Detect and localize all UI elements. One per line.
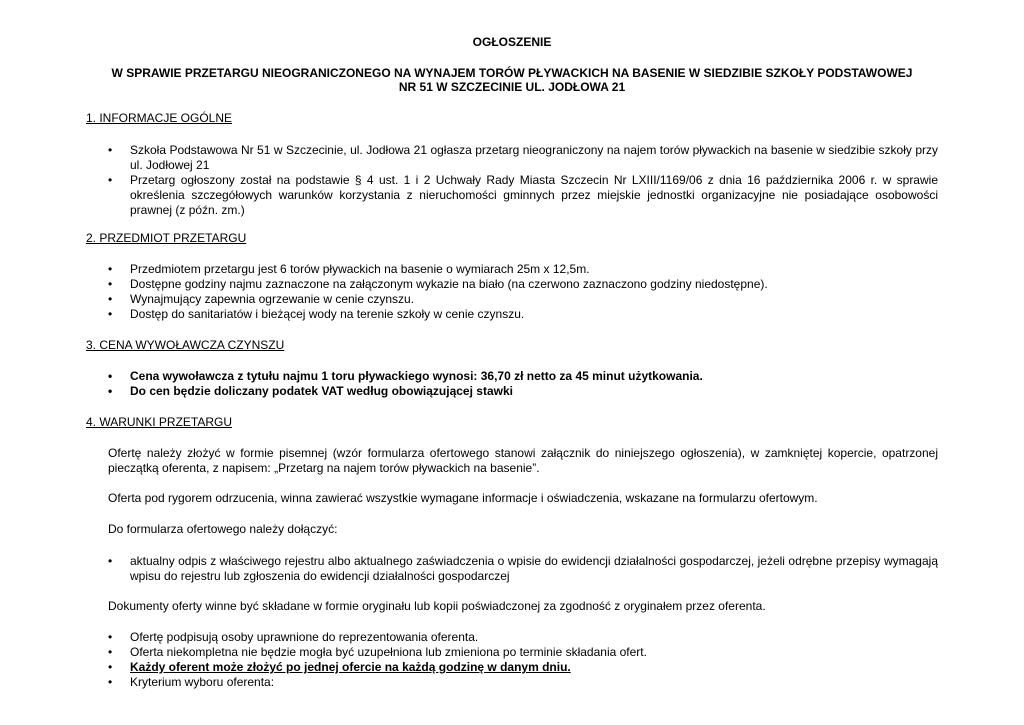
section-3-list [108,369,938,399]
document-subtitle-line-2: NR 51 W SZCZECINIE UL. JODŁOWA 21 [398,80,626,94]
list-item-emphasis [108,660,938,675]
list-item: • Wynajmujący zapewnia ogrzewanie w cenie czynszu. [108,292,938,307]
list-item: • Cena wywoławcza z tytułu najmu 1 toru pływackiego wynosi: 36,70 zł netto za 45 minut użytkowania. [108,369,938,384]
document-subtitle-line-1: W SPRAWIE PRZETARGU NIEOGRANICZONEGO NA WYNAJEM TORÓW PŁYWACKICH NA BASENIE W SIEDZIBIE SZKOŁY PODSTAWOWEJ [111,66,913,80]
attachments-list [108,554,938,584]
section-4-paragraph-1: Ofertę należy złożyć w formie pisemnej (wzór formularza ofertowego stanowi załącznik do niniejszego ogłoszenia), w zamkniętej kopercie, opatrzonej pieczątką oferenta, z napisem: „Przetarg na najem torów pływackich na basenie”. [108,446,938,475]
section-3-heading: 3. CENA WYWOŁAWCZA CZYNSZU [86,338,285,352]
section-4-paragraph-4: Dokumenty oferty winne być składane w formie oryginału lub kopii poświadczonej za zgodność z oryginałem przez oferenta. [108,599,766,613]
list-item: • Kryterium wyboru oferenta: [108,675,938,690]
list-item: • Dostępne godziny najmu zaznaczone na załączonym wykazie na biało (na czerwono zaznaczono godziny niedostępne). [108,277,938,292]
section-2-list [108,262,938,322]
section-4-heading: 4. WARUNKI PRZETARGU [86,415,233,429]
section-4-paragraph-3: Do formularza ofertowego należy dołączyć: [108,522,338,536]
section-4-paragraph-2: Oferta pod rygorem odrzucenia, winna zawierać wszystkie wymagane informacje i oświadczenia, wskazane na formularzu ofertowym. [108,491,818,505]
list-item: • Przedmiotem przetargu jest 6 torów pływackich na basenie o wymiarach 25m x 12,5m. [108,262,938,277]
list-item: • Oferta niekompletna nie będzie mogła być uzupełniona lub zmieniona po terminie składania ofert. [108,645,938,660]
list-item: • Do cen będzie doliczany podatek VAT według obowiązującej stawki [108,384,938,399]
document-title: OGŁOSZENIE [472,35,552,49]
list-item: • aktualny odpis z właściwego rejestru albo aktualnego zaświadczenia o wpisie do ewidencji działalności gospodarczej, jeżeli odrębne przepisy wymagają wpisu do rejestru lub zgłoszenia do ewidencji działalności gospodarczej [108,554,938,584]
emphasized-text: Każdy oferent może złożyć po jednej ofercie na każdą godzinę w danym dniu. [130,660,571,674]
section-1-list [108,143,938,218]
list-item: • Ofertę podpisują osoby uprawnione do reprezentowania oferenta. [108,630,938,645]
list-item: • Przetarg ogłoszony został na podstawie § 4 ust. 1 i 2 Uchwały Rady Miasta Szczecin Nr LXIII/1169/06 z dnia 16 października 2006 r. w sprawie określenia szczegółowych warunków korzystania z nieruchomości gminnych przez miejskie jednostki organizacyjne nie posiadające osobowości prawnej (z późn. zm.) [108,173,938,218]
list-item: • Dostęp do sanitariatów i bieżącej wody na terenie szkoły w cenie czynszu. [108,307,938,322]
section-2-heading: 2. PRZEDMIOT PRZETARGU [86,231,247,245]
section-4-list [108,630,938,690]
section-1-heading: 1. INFORMACJE OGÓLNE [86,111,233,125]
list-item: • Szkoła Podstawowa Nr 51 w Szczecinie, ul. Jodłowa 21 ogłasza przetarg nieograniczony na najem torów pływackich na basenie w siedzibie szkoły przy ul. Jodłowej 21 [108,143,938,173]
